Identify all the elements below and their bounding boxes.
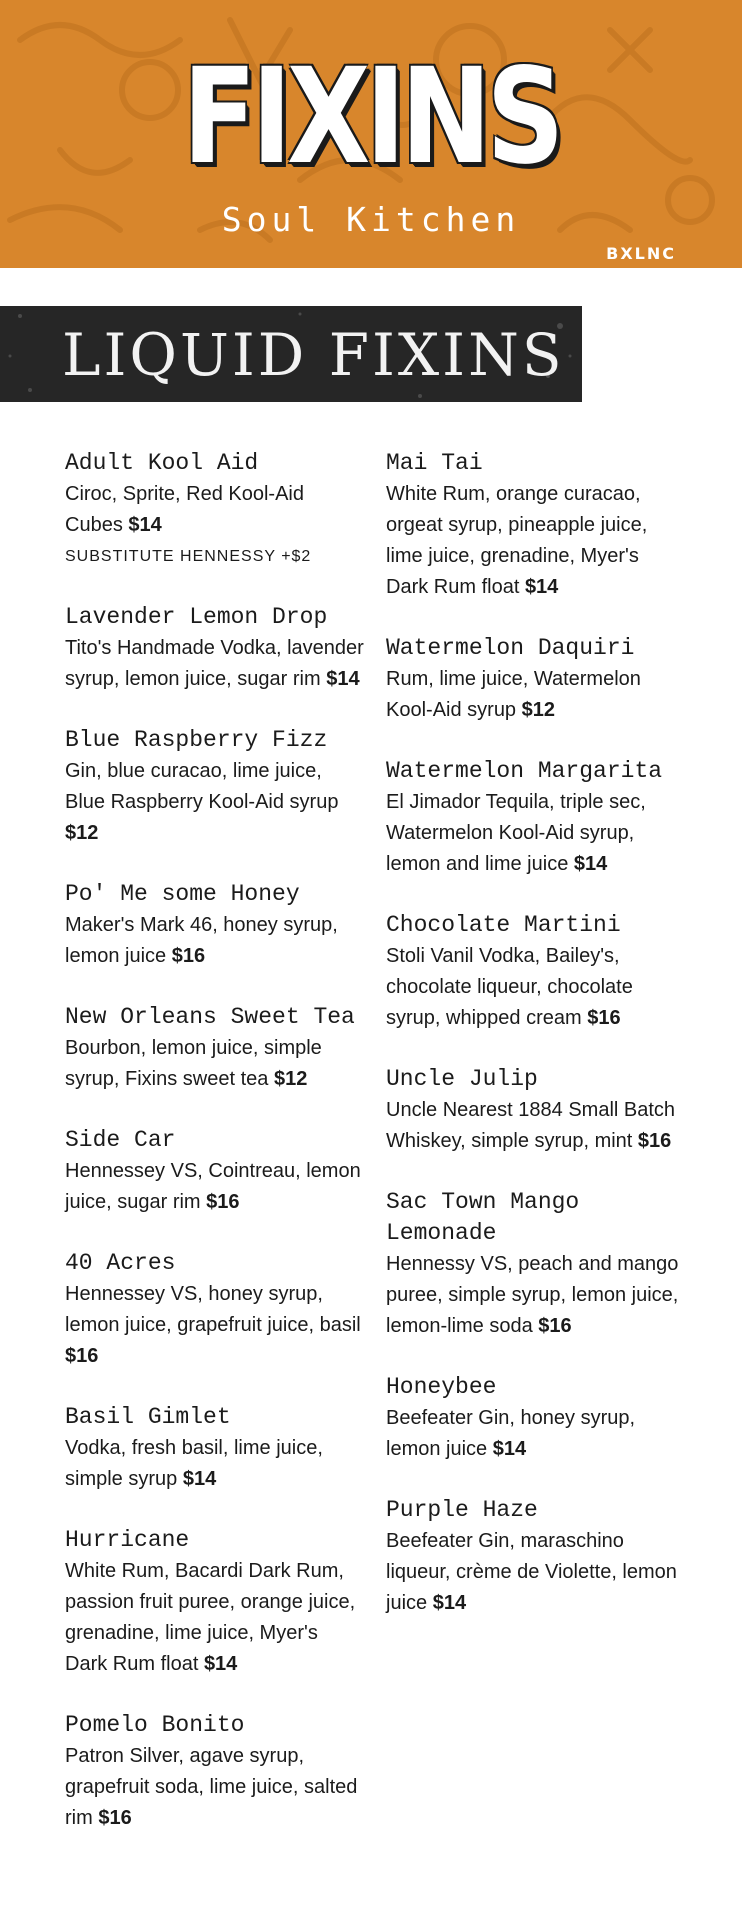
logo: FIXINS: [182, 40, 560, 194]
menu-item: [386, 910, 686, 1034]
menu-item-price: $14: [524, 576, 559, 598]
menu-item-name: Watermelon Margarita: [386, 758, 663, 784]
menu-item-description: [65, 1556, 365, 1680]
menu-item: [65, 1002, 365, 1095]
menu-item-ingredients: Patron Silver, agave syrup, grapefruit soda, lime juice, salted rim: [65, 1745, 358, 1829]
menu-item-price: $14: [203, 1653, 238, 1675]
menu-item-price: $16: [587, 1007, 621, 1029]
menu-item: [65, 448, 365, 572]
menu-item-description: [65, 1156, 365, 1218]
menu-item-description: [65, 1433, 365, 1495]
menu-item-price: $12: [65, 822, 99, 844]
menu-item-ingredients: Beefeater Gin, maraschino liqueur, crème de Violette, lemon juice: [386, 1530, 677, 1614]
menu-column-right: [386, 448, 686, 1649]
menu-item-price: $16: [538, 1315, 572, 1337]
menu-item-ingredients: Hennessey VS, Cointreau, lemon juice, sugar rim: [65, 1160, 361, 1213]
menu-item-price: $12: [273, 1068, 308, 1090]
menu-item-ingredients: Gin, blue curacao, lime juice, Blue Raspberry Kool-Aid syrup: [65, 760, 339, 813]
menu-item-name: Lavender Lemon Drop: [65, 604, 328, 630]
menu-item: [386, 1187, 686, 1342]
menu-item-price: $14: [432, 1592, 467, 1614]
location-label: BXLNC: [606, 244, 676, 263]
menu-item-name: Basil Gimlet: [65, 1404, 231, 1430]
menu-item: [65, 1525, 365, 1680]
menu-item-name: Adult Kool Aid: [65, 450, 259, 476]
menu-item-ingredients: Beefeater Gin, honey syrup, lemon juice: [386, 1407, 636, 1460]
menu-item-price: $12: [521, 699, 555, 721]
menu-item-name: Pomelo Bonito: [65, 1712, 245, 1738]
menu-item-name: Honeybee: [386, 1374, 497, 1400]
menu-item-name: Blue Raspberry Fizz: [65, 727, 328, 753]
menu-item: [65, 879, 365, 972]
menu-item: [65, 1125, 365, 1218]
menu-item-price: $14: [128, 514, 162, 536]
menu-item-ingredients: Stoli Vanil Vodka, Bailey's, chocolate liqueur, chocolate syrup, whipped cream: [386, 945, 633, 1029]
menu-item-name: Side Car: [65, 1127, 176, 1153]
menu-item-name: Po' Me some Honey: [65, 881, 300, 907]
menu-item-name: New Orleans Sweet Tea: [65, 1004, 355, 1030]
menu-item-description: [386, 1249, 686, 1342]
menu-item-description: [386, 1095, 686, 1157]
menu-item-name: Watermelon Daquiri: [386, 635, 635, 661]
menu-item-description: [386, 664, 686, 726]
menu-item-name: Purple Haze: [386, 1497, 538, 1523]
menu-item-description: [65, 1279, 365, 1372]
menu-item-ingredients: Bourbon, lemon juice, simple syrup, Fixins sweet tea: [65, 1037, 322, 1090]
menu-item: [386, 448, 686, 603]
logo-subtitle: Soul Kitchen: [221, 200, 521, 239]
menu-item-price: $16: [98, 1807, 132, 1829]
header: [0, 0, 742, 268]
menu-item-ingredients: Vodka, fresh basil, lime juice, simple syrup: [65, 1437, 323, 1490]
menu-item-description: [65, 633, 365, 695]
menu-item: [65, 602, 365, 695]
menu-item-description: [386, 479, 686, 603]
menu-item-name: Chocolate Martini: [386, 912, 621, 938]
menu-item-description: [386, 941, 686, 1034]
menu-item-price: $16: [637, 1130, 672, 1152]
menu-item-note: SUBSTITUTE HENNESSY +$2: [65, 548, 312, 565]
menu-item-ingredients: El Jimador Tequila, triple sec, Watermelon Kool-Aid syrup, lemon and lime juice: [386, 791, 646, 875]
menu-item: [65, 1402, 365, 1495]
menu-item-ingredients: Maker's Mark 46, honey syrup, lemon juice: [65, 914, 338, 967]
menu-column-left: [65, 448, 365, 1834]
menu-item-price: $14: [573, 853, 608, 875]
menu-item: [65, 725, 365, 849]
menu-item: [386, 633, 686, 726]
menu-item-ingredients: Hennessy VS, peach and mango puree, simple syrup, lemon juice, lemon-lime soda: [386, 1253, 679, 1337]
menu-item: [386, 1372, 686, 1465]
section-title: LIQUID FIXINS: [62, 321, 565, 389]
section-banner: [0, 306, 582, 402]
menu-item-ingredients: Rum, lime juice, Watermelon Kool-Aid syrup: [386, 668, 641, 721]
menu-item-ingredients: Hennessey VS, honey syrup, lemon juice, grapefruit juice, basil: [65, 1283, 361, 1336]
menu-item-name: Hurricane: [65, 1527, 190, 1553]
menu-item-ingredients: Ciroc, Sprite, Red Kool-Aid Cubes: [65, 483, 304, 536]
menu-item-price: $16: [171, 945, 206, 967]
menu-item-ingredients: Tito's Handmade Vodka, lavender syrup, lemon juice, sugar rim: [65, 637, 364, 690]
menu-item-description: [386, 1526, 686, 1619]
menu-item-description: [65, 910, 365, 972]
menu-item-name: 40 Acres: [65, 1250, 176, 1276]
menu-item-price: $16: [65, 1345, 99, 1367]
menu-item-price: $16: [206, 1191, 240, 1213]
menu-item-description: [65, 1741, 365, 1834]
menu-item-price: $14: [492, 1438, 527, 1460]
menu-item-name: Uncle Julip: [386, 1066, 538, 1092]
menu-item-description: [65, 756, 365, 849]
menu-item: [65, 1248, 365, 1372]
menu-item-description: [65, 479, 365, 541]
menu-item-description: [386, 1403, 686, 1465]
menu-item-name: Sac Town Mango Lemonade: [386, 1189, 580, 1246]
menu-item: [386, 1064, 686, 1157]
menu-item: [386, 756, 686, 880]
menu-item-description: [386, 787, 686, 880]
menu-item-price: $14: [182, 1468, 217, 1490]
menu-item: [65, 1710, 365, 1834]
menu-item-ingredients: White Rum, Bacardi Dark Rum, passion fruit puree, orange juice, grenadine, lime juice, Myer's Dark Rum float: [65, 1560, 356, 1675]
menu-item-description: [65, 1033, 365, 1095]
menu-item-ingredients: White Rum, orange curacao, orgeat syrup, pineapple juice, lime juice, grenadine, Myer's Dark Rum float: [386, 483, 648, 598]
menu-item: [386, 1495, 686, 1619]
menu-item-ingredients: Uncle Nearest 1884 Small Batch Whiskey, simple syrup, mint: [386, 1099, 676, 1152]
menu-item-price: $14: [326, 668, 360, 690]
menu-item-name: Mai Tai: [386, 450, 483, 476]
